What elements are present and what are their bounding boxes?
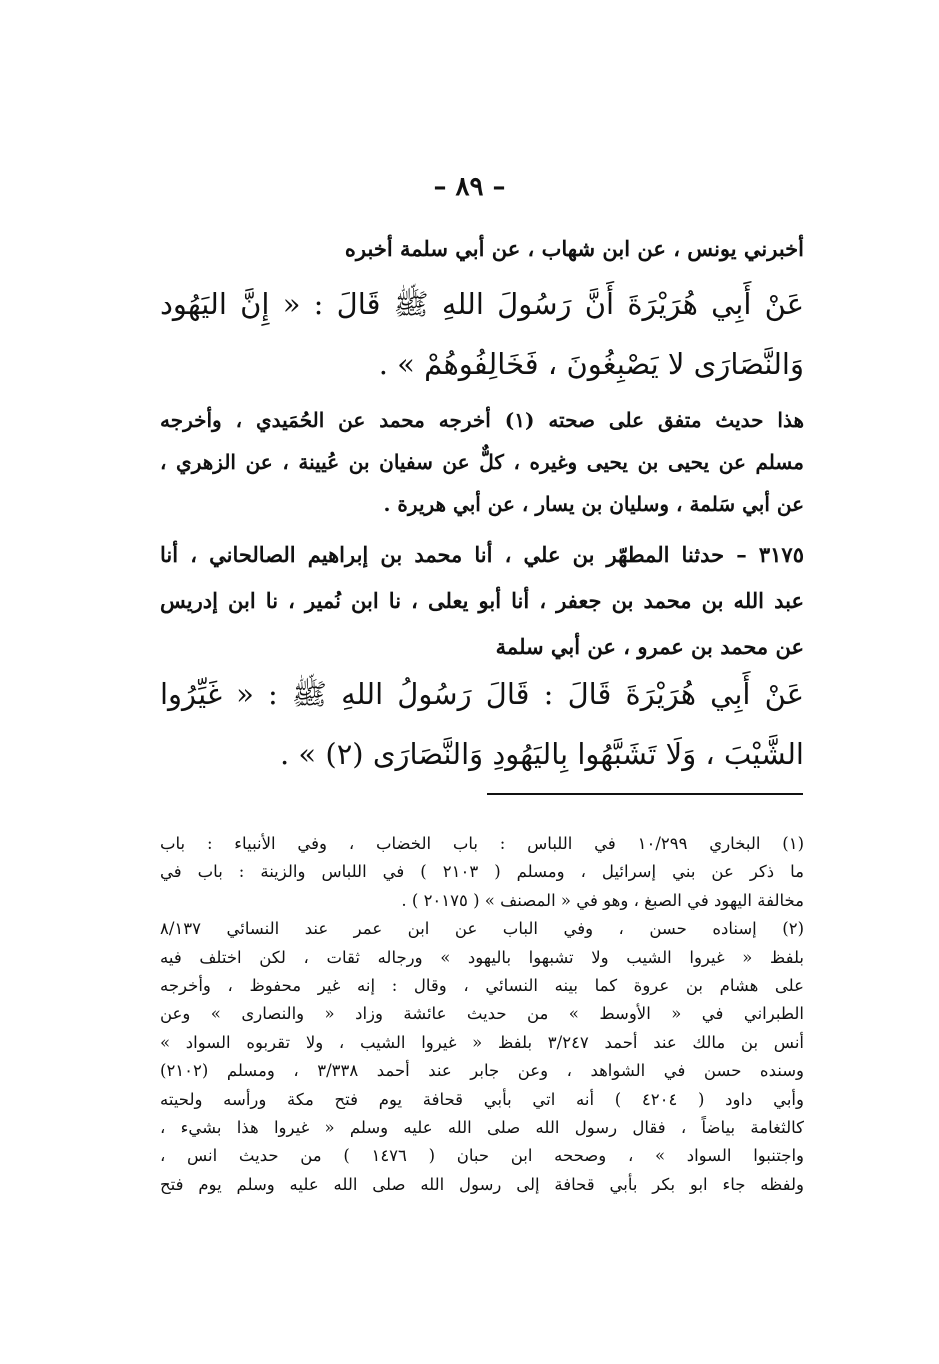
footnote-line: بلفظ « غيروا الشيب ولا تشبهوا باليهود » ورجاله ثقات ، لكن اختلف فيه	[160, 947, 804, 967]
matn-line: عَنْ أَبِي هُرَيْرَةَ أَنَّ رَسُولَ اللهِ ﷺ قَالَ : « إِنَّ اليَهُود	[160, 287, 804, 321]
matn-line: وَالنَّصَارَى لا يَصْبِغُونَ ، فَخَالِفُوهُمْ » .	[378, 347, 804, 381]
footnote-line: (٢) إسناده حسن ، وفي الباب عن ابن عمر عند النسائي ٨/١٣٧	[160, 919, 804, 939]
footnote-line: أنس بن مالك عند أحمد ٣/٢٤٧ بلفظ « غيروا الشيب ، ولا تقربوه السواد »	[160, 1032, 805, 1052]
footnote-line: وأبي داود ( ٤٢٠٤ ) أنه اتي بأبي قحافة يوم فتح مكة ورأسه ولحيته	[160, 1089, 804, 1109]
authentication-comment	[160, 399, 804, 525]
matn-line: الشَّيْبَ ، وَلَا تَشَبَّهُوا بِاليَهُودِ وَالنَّصَارَى (٢) » .	[279, 737, 804, 771]
isnad-3175	[160, 532, 804, 670]
footnote-separator	[487, 793, 803, 795]
footnote-line: على هشام بن عروة كما بينه النسائي ، وقال : إنه غير محفوظ ، وأخرجه	[160, 976, 804, 996]
footnote-line: وسنده حسن في الشواهد ، وعن جابر عند أحمد ٣/٣٣٨ ، ومسلم (٢١٠٢)	[160, 1061, 805, 1081]
comment-line: مسلم عن يحيى بن يحيى وغيره ، كلٌّ عن سفيان بن عُيينة ، عن الزهري ،	[160, 450, 804, 474]
matn-line: عَنْ أَبِي هُرَيْرَةَ قَالَ : قَالَ رَسُولُ اللهِ ﷺ : « غَيِّرُوا	[160, 677, 804, 711]
footnote-line: (١) البخاري ١٠/٢٩٩ في اللباس : باب الخضاب ، وفي الأنبياء : باب	[160, 834, 804, 853]
hadith-matn-2	[160, 664, 804, 784]
footnote-line: كالثغامة بياضاً ، فقال رسول الله صلى الله عليه وسلم « غيروا هذا بشيء ،	[160, 1118, 804, 1138]
isnad-line: ٣١٧٥ – حدثنا المطهّر بن علي ، أنا محمد بن إبراهيم الصالحاني ، أنا	[160, 542, 804, 567]
isnad-line: أخبرني يونس ، عن ابن شهاب ، عن أبي سلمة أخبره	[344, 236, 804, 261]
isnad-line: عبد الله بن محمد بن جعفر ، أنا أبو يعلى ، نا ابن نُمير ، نا ابن إدريس	[160, 588, 804, 613]
footnote-line: واجتنبوا السواد » ، وصححه ابن حبان ( ١٤٧٦ ) من حديث انس ،	[160, 1146, 804, 1166]
footnote-line: مخالفة اليهود في الصبغ ، وهو في « المصنف » ( ٢٠١٧٥ ) .	[401, 890, 804, 910]
footnotes	[160, 830, 804, 1199]
footnote-line: ولفظه جاء ابو بكر بأبي قحافة إلى رسول الله صلى الله عليه وسلم يوم فتح	[160, 1174, 804, 1194]
footnote-line: ما ذكر عن بني إسرائيل ، ومسلم ( ٢١٠٣ ) في اللباس والزينة : باب في	[160, 862, 804, 882]
comment-line: هذا حديث متفق على صحته (١) أخرجه محمد عن الحُمَيدي ، وأخرجه	[160, 408, 804, 432]
isnad-line: عن محمد بن عمرو ، عن أبي سلمة	[495, 634, 804, 659]
footnote-line: الطبراني في « الأوسط » من حديث عائشة وزاد « والنصارى » وعن	[160, 1004, 804, 1024]
hadith-matn-1	[160, 274, 804, 394]
comment-line: عن أبي سَلمة ، وسليان بن يسار ، عن أبي هريرة .	[383, 492, 804, 516]
page-number: – ٨٩ –	[433, 172, 506, 202]
isnad-top	[160, 226, 804, 272]
